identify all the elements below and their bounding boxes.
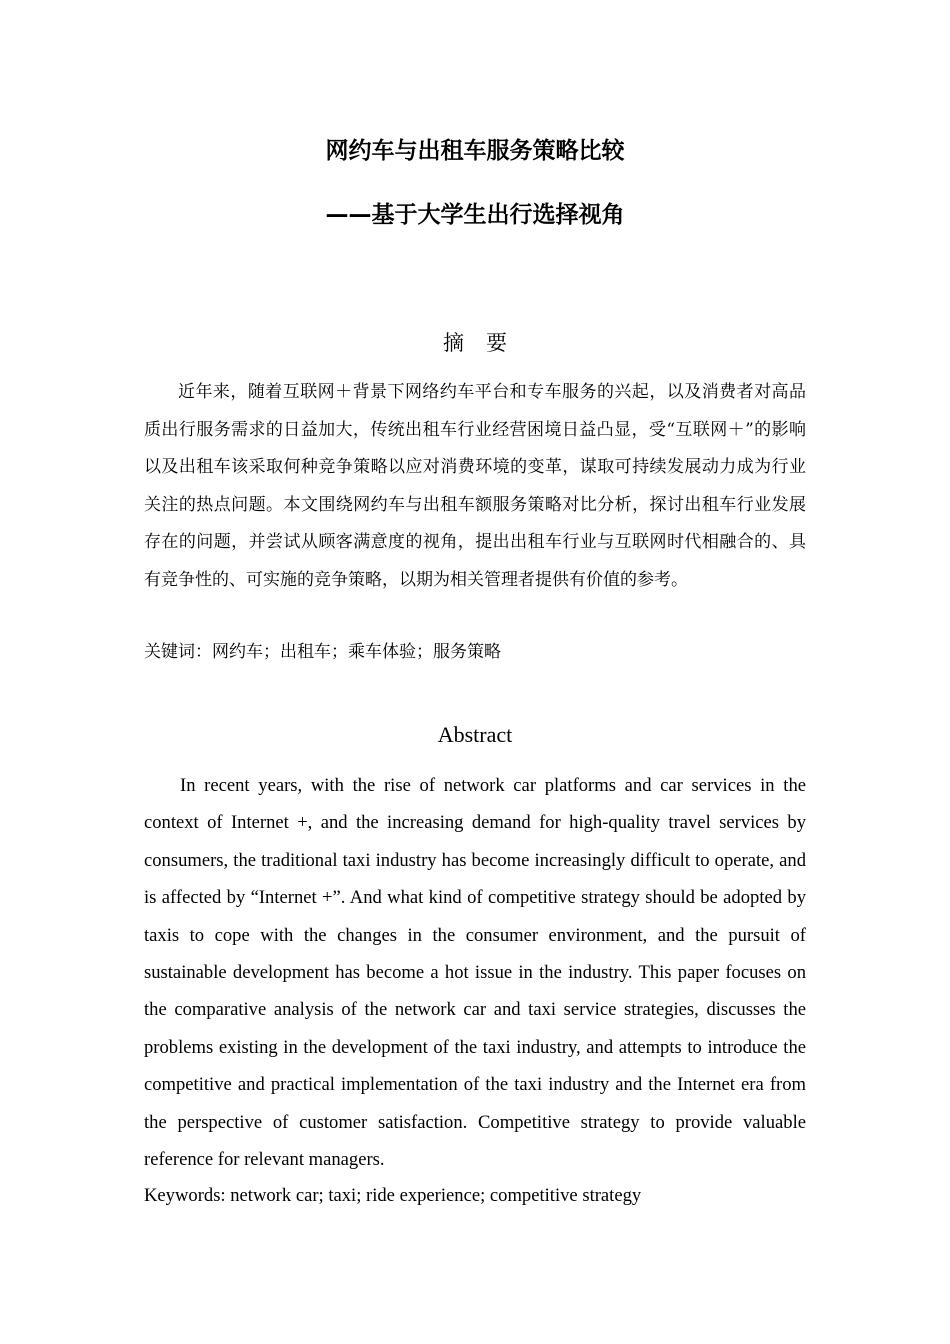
abstract-body-cn: 近年来，随着互联网＋背景下网络约车平台和专车服务的兴起，以及消费者对高品质出行服务需求的日益加大，传统出租车行业经营困境日益凸显，受“互联网＋”的影响以及出租车该采取何种竞争策略以应对消费环境的变革，谋取可持续发展动力成为行业关注的热点问题。本文围绕网约车与出租车额服务策略对比分析，探讨出租车行业发展存在的问题，并尝试从顾客满意度的视角，提出出租车行业与互联网时代相融合的、具有竞争性的、可实施的竞争策略，以期为相关管理者提供有价值的参考。 [144,382,806,590]
paper-subtitle: ——基于大学生出行选择视角 [325,202,625,228]
keywords-cn: 关键词：网约车；出租车；乘车体验；服务策略 [144,642,501,662]
keywords-en: Keywords: network car; taxi; ride experience; competitive strategy [144,1185,642,1206]
abstract-body-en: In recent years, with the rise of network car platforms and car services in the context of Internet +, and the increasing demand for high-quality travel services by consumers, the traditional taxi industry has become increasingly difficult to operate, and is affected by “Internet +”. And what kind of competitive strategy should be adopted by taxis to cope with the changes in the consumer environment, and the pursuit of sustainable development has become a hot issue in the industry. This paper focuses on the comparative analysis of the network car and taxi service strategies, discusses the problems existing in the development of the taxi industry, and attempts to introduce the competitive and practical implementation of the taxi industry and the Internet era from the perspective of customer satisfaction. Competitive strategy to provide valuable reference for relevant managers. [144,775,806,1171]
abstract-heading-en: Abstract [437,722,513,747]
paper-title: 网约车与出租车服务策略比较 [325,138,625,164]
abstract-heading-cn: 摘要 [443,331,529,355]
